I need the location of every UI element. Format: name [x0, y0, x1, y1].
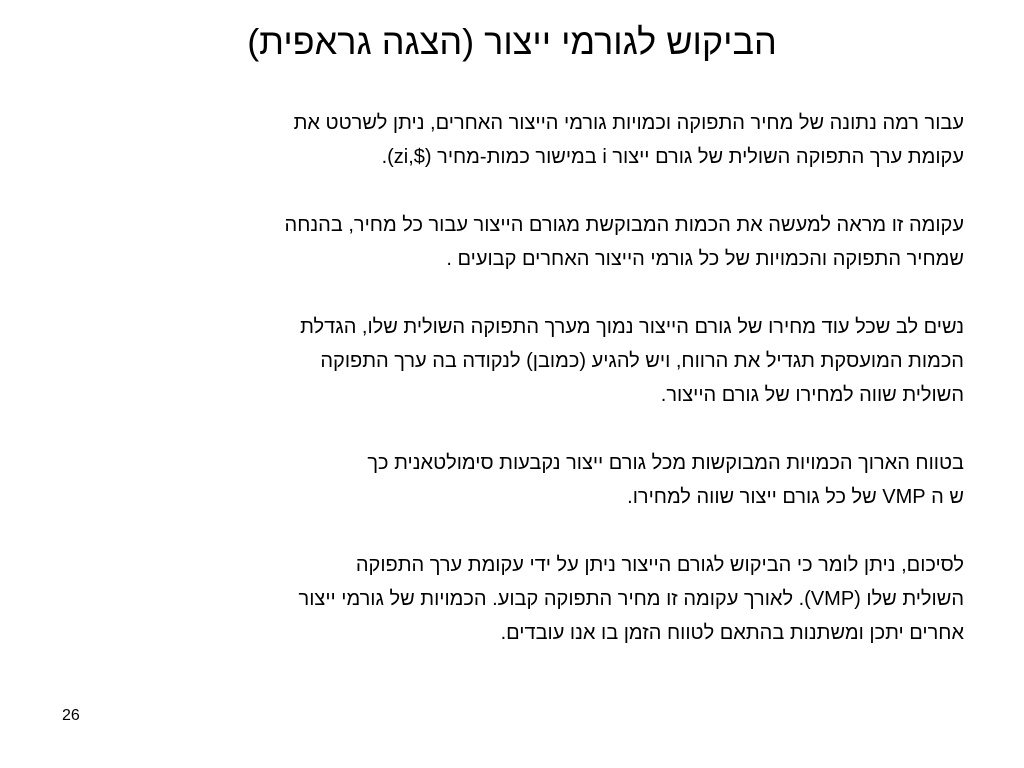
text-line: הכמות המועסקת תגדיל את הרווח, ויש להגיע (כמובן) לנקודה בה ערך התפוקה — [320, 350, 964, 372]
text-line: בטווח הארוך הכמויות המבוקשות מכל גורם ייצור נקבעות סימולטאנית כך — [367, 452, 964, 474]
text-line: נשים לב שכל עוד מחירו של גורם הייצור נמוך מערך התפוקה השולית שלו, הגדלת — [300, 316, 964, 338]
paragraph-vmp-curve — [56, 106, 964, 174]
paragraph-demand-meaning — [56, 208, 964, 276]
text-line: שמחיר התפוקה והכמויות של כל גורמי הייצור האחרים קבועים . — [446, 248, 964, 270]
text-line: לסיכום, ניתן לומר כי הביקוש לגורם הייצור ניתן על ידי עקומת ערך התפוקה — [355, 554, 964, 576]
paragraph-summary — [56, 548, 964, 650]
text-line: ש ה VMP של כל גורם ייצור שווה למחירו. — [627, 486, 964, 508]
slide-body — [56, 106, 964, 684]
paragraph-profit-argument — [56, 310, 964, 412]
text-line: השולית שלו (VMP). לאורך עקומה זו מחיר התפוקה קבוע. הכמויות של גורמי ייצור — [298, 588, 964, 610]
text-line: אחרים יתכן ומשתנות בהתאם לטווח הזמן בו אנו עובדים. — [500, 622, 964, 644]
text-line: עקומה זו מראה למעשה את הכמות המבוקשת מגורם הייצור עבור כל מחיר, בהנחה — [284, 214, 964, 236]
text-line: עבור רמה נתונה של מחיר התפוקה וכמויות גורמי הייצור האחרים, ניתן לשרטט את — [293, 112, 964, 134]
paragraph-long-run — [56, 446, 964, 514]
text-line: השולית שווה למחירו של גורם הייצור. — [660, 384, 964, 406]
slide-number: 26 — [62, 707, 80, 724]
slide-title: הביקוש לגורמי ייצור (הצגה גראפית) — [247, 21, 777, 62]
text-line: עקומת ערך התפוקה השולית של גורם ייצור i במישור כמות-מחיר ($,zi). — [381, 146, 964, 168]
